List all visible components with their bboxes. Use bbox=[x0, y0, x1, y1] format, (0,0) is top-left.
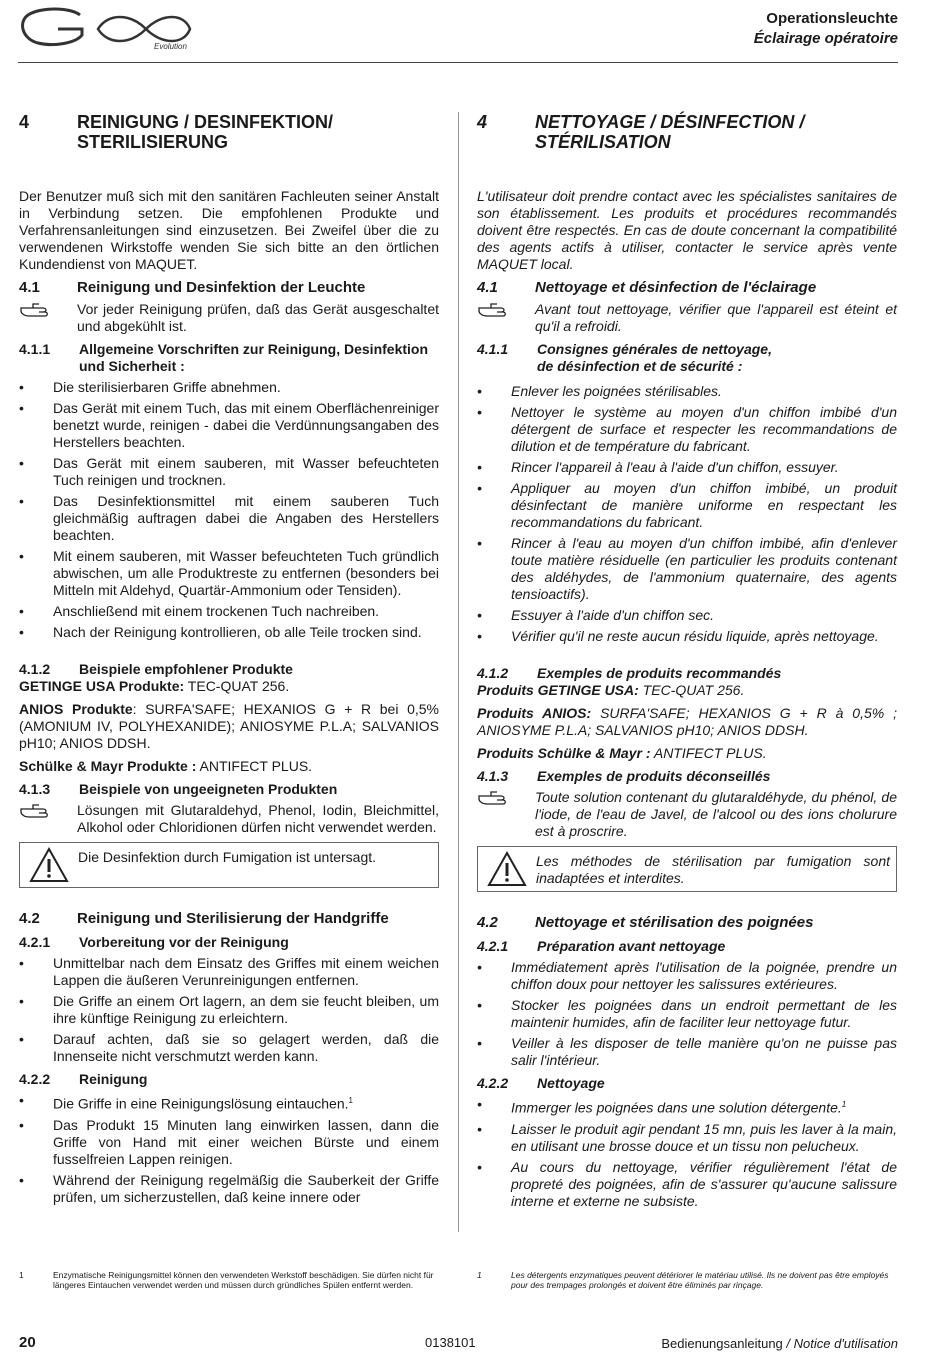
bullet: • bbox=[19, 955, 24, 971]
list-item bbox=[477, 383, 897, 400]
column-french bbox=[477, 112, 897, 1214]
subsection-title: Exemples de produits recommandés bbox=[537, 665, 782, 681]
list-item bbox=[19, 1031, 439, 1065]
list-item-text: Anschließend mit einem trockenen Tuch nachreiben. bbox=[53, 603, 380, 619]
bullet: • bbox=[19, 379, 24, 395]
list-item-text: Mit einem sauberen, mit Wasser befeuchteten Tuch gründlich abwischen, um alle Produktreste zu entfernen (besonders bei Mitteln mit Aldehyd, Quartär-Ammonium oder Tensiden). bbox=[53, 548, 439, 598]
header-title-fr: Éclairage opératoire bbox=[753, 30, 898, 47]
list-item bbox=[477, 1121, 897, 1155]
list-item-text: Au cours du nettoyage, vérifier régulièrement l'état de propreté des poignées, afin de s'assurer qu'aucune salissure interne et externe ne subsiste. bbox=[511, 1158, 897, 1209]
subsection-number: 4.1.1 bbox=[19, 341, 51, 357]
subsection-number: 4.2.1 bbox=[477, 938, 509, 954]
warning-text: Les méthodes de stérilisation par fumigation sont inadaptées et interdites. bbox=[536, 853, 890, 886]
subsection-title: Reinigung und Sterilisierung der Handgriffe bbox=[77, 910, 389, 927]
footnote bbox=[477, 1270, 897, 1290]
list-item-text: Das Produkt 15 Minuten lang einwirken lassen, dann die Griffe von Hand mit einer weichen Bürste und einem fusselfreien Lappen reinigen. bbox=[53, 1116, 439, 1167]
list-item bbox=[19, 455, 439, 489]
subsection-number: 4.1.2 bbox=[19, 661, 51, 677]
subsection-title: Vorbereitung vor der Reinigung bbox=[79, 934, 289, 950]
footnote-ref: 1 bbox=[348, 1096, 353, 1105]
subsection-title: Nettoyage bbox=[537, 1075, 605, 1091]
list-item bbox=[477, 1035, 897, 1069]
list-item-text: Immerger les poignées dans une solution détergente. bbox=[511, 1099, 842, 1116]
document-number: 0138101 bbox=[425, 1335, 476, 1350]
subsection-heading bbox=[477, 914, 897, 932]
subsection-number: 4.1 bbox=[19, 279, 40, 296]
list-item-text: Darauf achten, daß sie so gelagert werden, daß die Innenseite nicht verschmutzt werden kann. bbox=[53, 1031, 439, 1064]
list-item bbox=[19, 1092, 439, 1113]
product-label: Schülke & Mayr Produkte : bbox=[19, 758, 197, 774]
pointing-hand-icon bbox=[19, 301, 77, 335]
section-number: 4 bbox=[19, 112, 30, 132]
note-text: Avant tout nettoyage, vérifier que l'appareil est éteint et qu'il a refroidi. bbox=[535, 301, 897, 334]
list-item-text: Enlever les poignées stérilisables. bbox=[511, 383, 722, 399]
bullet: • bbox=[19, 1116, 24, 1133]
list-item-text: Appliquer au moyen d'un chiffon imbibé, un produit désinfectant de manière uniforme en respectant les recommandations du fabricant. bbox=[511, 480, 897, 530]
note bbox=[477, 301, 897, 335]
list-item-text: Nettoyer le système au moyen d'un chiffon imbibé d'un détergent de surface et respecter les recommandations de dilution et de température du fabricant. bbox=[511, 404, 897, 454]
pointing-hand-icon bbox=[19, 802, 77, 836]
manual-title-fr: Notice d'utilisation bbox=[793, 1336, 898, 1351]
list-item bbox=[19, 1172, 439, 1206]
bullet: • bbox=[477, 404, 482, 420]
list-item-text: Das Gerät mit einem Tuch, das mit einem Oberflächenreiniger benetzt wurde, reinigen - dabei die Verdünnungsangaben des Herstellers beachten. bbox=[53, 400, 439, 450]
subsection-number: 4.1 bbox=[477, 279, 498, 296]
list-item-text: Veiller à les disposer de telle manière qu'on ne puisse pas salir l'intérieur. bbox=[511, 1035, 897, 1068]
list-item-text: Während der Reinigung regelmäßig die Sauberkeit der Griffe prüfen, um sicherzustellen, daß keine innere oder bbox=[53, 1171, 439, 1205]
list-item bbox=[19, 624, 439, 641]
bullet: • bbox=[19, 603, 24, 619]
list-item bbox=[19, 493, 439, 544]
list-item bbox=[19, 993, 439, 1027]
subsection-heading bbox=[477, 341, 897, 375]
footnote-number: 1 bbox=[477, 1270, 482, 1280]
list-item-text: Rincer l'appareil à l'eau à l'aide d'un chiffon, essuyer. bbox=[511, 459, 839, 475]
subsection-number: 4.1.1 bbox=[477, 341, 509, 357]
product-line bbox=[19, 701, 439, 752]
list-item bbox=[477, 535, 897, 603]
subsection-title: Beispiele von ungeeigneten Produkten bbox=[79, 781, 338, 797]
subsection-number: 4.2.1 bbox=[19, 934, 51, 950]
subsection-heading bbox=[477, 938, 897, 955]
product-label: GETINGE USA Produkte: bbox=[19, 678, 185, 694]
product-label: Produits GETINGE USA: bbox=[477, 682, 639, 698]
subsection-number: 4.1.3 bbox=[477, 768, 509, 784]
subsection-number: 4.2.2 bbox=[477, 1075, 509, 1091]
list-item bbox=[477, 480, 897, 531]
list-item-text: Nach der Reinigung kontrollieren, ob alle Teile trocken sind. bbox=[53, 624, 422, 640]
footnote-text: Les détergents enzymatiques peuvent détériorer le matériau utilisé. Ils ne doivent pas être employés pour des trempages prolongés et doivent être éliminés par rinçage. bbox=[511, 1270, 889, 1290]
intro-paragraph: Der Benutzer muß sich mit den sanitären Fachleuten seiner Anstalt in Verbindung setzen. Die empfohlenen Produkte und Verfahrensanleitungen sind einzusetzen. Bei Zweifel über die zu verwendenen Wirkstoffe wenden Sie sich bitte an den örtlichen Kundendienst von MAQUET. bbox=[19, 188, 439, 272]
subsection-title: Beispiele empfohlener Produkte bbox=[79, 661, 293, 677]
bullet: • bbox=[477, 1096, 482, 1112]
column-german bbox=[19, 112, 439, 1210]
bullet-list bbox=[19, 1092, 439, 1206]
warning-box bbox=[477, 846, 897, 892]
subsection-title: Reinigung bbox=[79, 1071, 148, 1087]
subsection-heading bbox=[19, 781, 439, 798]
warning-text: Die Desinfektion durch Fumigation ist untersagt. bbox=[78, 849, 377, 865]
list-item bbox=[19, 379, 439, 396]
list-item bbox=[477, 959, 897, 993]
subsection-title: Nettoyage et stérilisation des poignées bbox=[535, 914, 814, 931]
maquet-logo bbox=[18, 5, 208, 51]
bullet: • bbox=[477, 959, 482, 975]
subsection-number: 4.1.2 bbox=[477, 665, 509, 681]
bullet-list bbox=[477, 1096, 897, 1210]
bullet: • bbox=[19, 400, 24, 416]
subsection-number: 4.1.3 bbox=[19, 781, 51, 797]
list-item bbox=[477, 459, 897, 476]
subsection-heading bbox=[477, 665, 897, 682]
footnote-ref: 1 bbox=[841, 1100, 847, 1109]
list-item bbox=[477, 607, 897, 624]
bullet: • bbox=[19, 1171, 24, 1188]
list-item-text: Unmittelbar nach dem Einsatz des Griffes mit einem weichen Lappen die äußeren Verunreinigungen entfernen. bbox=[53, 955, 439, 988]
list-item bbox=[19, 955, 439, 989]
subsection-title: Préparation avant nettoyage bbox=[537, 938, 726, 954]
product-text: TEC-QUAT 256. bbox=[184, 678, 290, 694]
subsection-title: Reinigung und Desinfektion der Leuchte bbox=[77, 279, 366, 296]
bullet: • bbox=[477, 1120, 482, 1137]
note bbox=[477, 789, 897, 840]
column-divider bbox=[458, 112, 459, 1232]
product-line bbox=[477, 682, 897, 699]
footnote bbox=[19, 1270, 439, 1290]
product-text: ANTIFECT PLUS. bbox=[196, 758, 313, 774]
footnote-number: 1 bbox=[19, 1270, 24, 1280]
bullet-list bbox=[477, 383, 897, 645]
pointing-hand-icon bbox=[477, 789, 535, 840]
bullet: • bbox=[19, 993, 24, 1009]
section-title: REINIGUNG / DESINFEKTION/ STERILISIERUNG bbox=[77, 112, 334, 152]
list-item-text: Die sterilisierbaren Griffe abnehmen. bbox=[53, 379, 281, 395]
subsection-title: Consignes générales de nettoyage, de désinfection et de sécurité : bbox=[537, 341, 772, 374]
bullet-list bbox=[477, 959, 897, 1069]
list-item-text: Stocker les poignées dans un endroit permettant de les maintenir humides, afin de faciliter leur nettoyage futur. bbox=[511, 997, 897, 1030]
bullet: • bbox=[19, 548, 24, 564]
subsection-heading bbox=[477, 1075, 897, 1092]
subsection-number: 4.2 bbox=[477, 914, 498, 931]
bullet: • bbox=[19, 1092, 24, 1108]
product-text: SURFA'SAFE; HEXANIOS G + R à 0,5% ; ANIOSYME P.L.A; SALVANIOS pH10; ANIOS DDSH. bbox=[477, 705, 897, 738]
note-text: Vor jeder Reinigung prüfen, daß das Gerät ausgeschaltet und abgekühlt ist. bbox=[77, 301, 439, 334]
note bbox=[19, 802, 439, 836]
subsection-title: Exemples de produits déconseillés bbox=[537, 768, 771, 784]
bullet: • bbox=[477, 1035, 482, 1051]
bullet-list bbox=[19, 955, 439, 1065]
product-label: Produits Schülke & Mayr : bbox=[477, 745, 651, 761]
note bbox=[19, 301, 439, 335]
manual-title bbox=[661, 1336, 898, 1351]
product-text: : SURFA'SAFE; HEXANIOS G + R bei 0,5% (AMONIUM IV, POLYHEXANIDE); ANIOSYME P.L.A; SALVANIOS pH10; ANIOS DDSH. bbox=[19, 701, 440, 751]
product-text: TEC-QUAT 256. bbox=[638, 682, 745, 698]
product-text: ANTIFECT PLUS. bbox=[650, 745, 767, 761]
bullet: • bbox=[19, 455, 24, 471]
bullet: • bbox=[477, 607, 482, 623]
list-item bbox=[477, 1159, 897, 1210]
subsection-heading bbox=[19, 279, 439, 297]
section-number: 4 bbox=[477, 112, 488, 132]
subsection-heading bbox=[19, 934, 439, 951]
product-label: ANIOS Produkte bbox=[19, 701, 133, 717]
product-line bbox=[477, 705, 897, 739]
bullet: • bbox=[477, 535, 482, 551]
list-item bbox=[477, 404, 897, 455]
logo-text: Evolution bbox=[154, 42, 187, 51]
pointing-hand-icon bbox=[477, 301, 535, 335]
bullet: • bbox=[19, 624, 24, 640]
header-rule bbox=[18, 62, 898, 63]
list-item bbox=[19, 548, 439, 599]
bullet: • bbox=[19, 493, 24, 509]
intro-paragraph: L'utilisateur doit prendre contact avec les spécialistes sanitaires de son établissement. Les produits et procédures recommandés doivent être respectés. En cas de doute concernant la compatibilité des agents actifs à utiliser, contacter le service après vente MAQUET local. bbox=[477, 188, 897, 272]
section-title: NETTOYAGE / DÉSINFECTION / STÉRILISATION bbox=[535, 112, 805, 152]
subsection-number: 4.2 bbox=[19, 910, 40, 927]
subsection-number: 4.2.2 bbox=[19, 1071, 51, 1087]
list-item bbox=[19, 1117, 439, 1168]
list-item bbox=[19, 603, 439, 620]
section-heading bbox=[19, 112, 439, 152]
warning-box bbox=[19, 842, 439, 888]
footnote-text: Enzymatische Reinigungsmittel können den verwendeten Werkstoff beschädigen. Sie dürfen nicht für längeres Eintauchen verwendet werden und müssen durch gründliches Spülen entfernt werden. bbox=[53, 1270, 434, 1290]
bullet: • bbox=[477, 1158, 482, 1175]
bullet: • bbox=[477, 459, 482, 475]
list-item-text bbox=[53, 1092, 439, 1113]
subsection-heading bbox=[477, 768, 897, 785]
subsection-title: Allgemeine Vorschriften zur Reinigung, Desinfektion und Sicherheit : bbox=[79, 341, 429, 374]
product-line bbox=[19, 678, 439, 695]
subsection-heading bbox=[19, 1071, 439, 1088]
list-item bbox=[19, 400, 439, 451]
list-item-text: Immédiatement après l'utilisation de la poignée, prendre un chiffon doux pour nettoyer les salissures extérieures. bbox=[511, 959, 897, 992]
subsection-heading bbox=[477, 279, 897, 297]
list-item-text: Rincer à l'eau au moyen d'un chiffon imbibé, afin d'enlever toute matière résiduelle (en particulier les produits contenant des aldéhydes, de l'ammonium quaternaire, des agents tensioactifs). bbox=[511, 535, 897, 602]
list-item-text: Das Gerät mit einem sauberen, mit Wasser befeuchteten Tuch reinigen und trocknen. bbox=[53, 455, 439, 488]
product-line bbox=[19, 758, 439, 775]
note-text: Lösungen mit Glutaraldehyd, Phenol, Iodin, Bleichmittel, Alkohol oder Chloridionen dürfen nicht verwendet werden. bbox=[77, 802, 439, 835]
manual-title-de: Bedienungsanleitung bbox=[661, 1336, 783, 1351]
note-text: Toute solution contenant du glutaraldéhyde, du phénol, de l'iode, de l'eau de Javel, de l'alcool ou des ions cholurure est à proscrire. bbox=[535, 789, 897, 839]
list-item-text: Laisser le produit agir pendant 15 mn, puis les laver à la main, en utilisant une brosse douce et un tissu non pelucheux. bbox=[511, 1120, 897, 1154]
list-item-text: Das Desinfektionsmittel mit einem sauberen Tuch gleichmäßig auftragen dabei die Angaben des Herstellers beachten. bbox=[53, 493, 439, 543]
page-number: 20 bbox=[19, 1334, 36, 1351]
list-item-text: Die Griffe in eine Reinigungslösung eintauchen. bbox=[53, 1095, 349, 1112]
subsection-title: Nettoyage et désinfection de l'éclairage bbox=[535, 279, 817, 296]
bullet: • bbox=[477, 480, 482, 496]
product-label: Produits ANIOS: bbox=[477, 705, 592, 721]
warning-icon bbox=[478, 851, 536, 887]
subsection-heading bbox=[19, 910, 439, 928]
bullet-list bbox=[19, 379, 439, 641]
list-item-text: Die Griffe an einem Ort lagern, an dem sie feucht bleiben, um ihre künftige Reinigung zu erleichtern. bbox=[53, 993, 439, 1026]
bullet: • bbox=[477, 628, 482, 644]
list-item bbox=[477, 997, 897, 1031]
manual-title-separator: / bbox=[782, 1336, 794, 1351]
header-title-de: Operationsleuchte bbox=[766, 10, 898, 27]
subsection-heading bbox=[19, 661, 439, 678]
section-heading bbox=[477, 112, 897, 152]
bullet: • bbox=[477, 997, 482, 1013]
list-item-text: Essuyer à l'aide d'un chiffon sec. bbox=[511, 607, 715, 623]
product-line bbox=[477, 745, 897, 762]
list-item-text: Vérifier qu'il ne reste aucun résidu liquide, après nettoyage. bbox=[511, 628, 879, 644]
list-item-text bbox=[511, 1096, 897, 1117]
list-item bbox=[477, 1096, 897, 1117]
warning-icon bbox=[20, 847, 78, 883]
subsection-heading bbox=[19, 341, 439, 375]
bullet: • bbox=[477, 383, 482, 399]
list-item bbox=[477, 628, 897, 645]
bullet: • bbox=[19, 1031, 24, 1047]
